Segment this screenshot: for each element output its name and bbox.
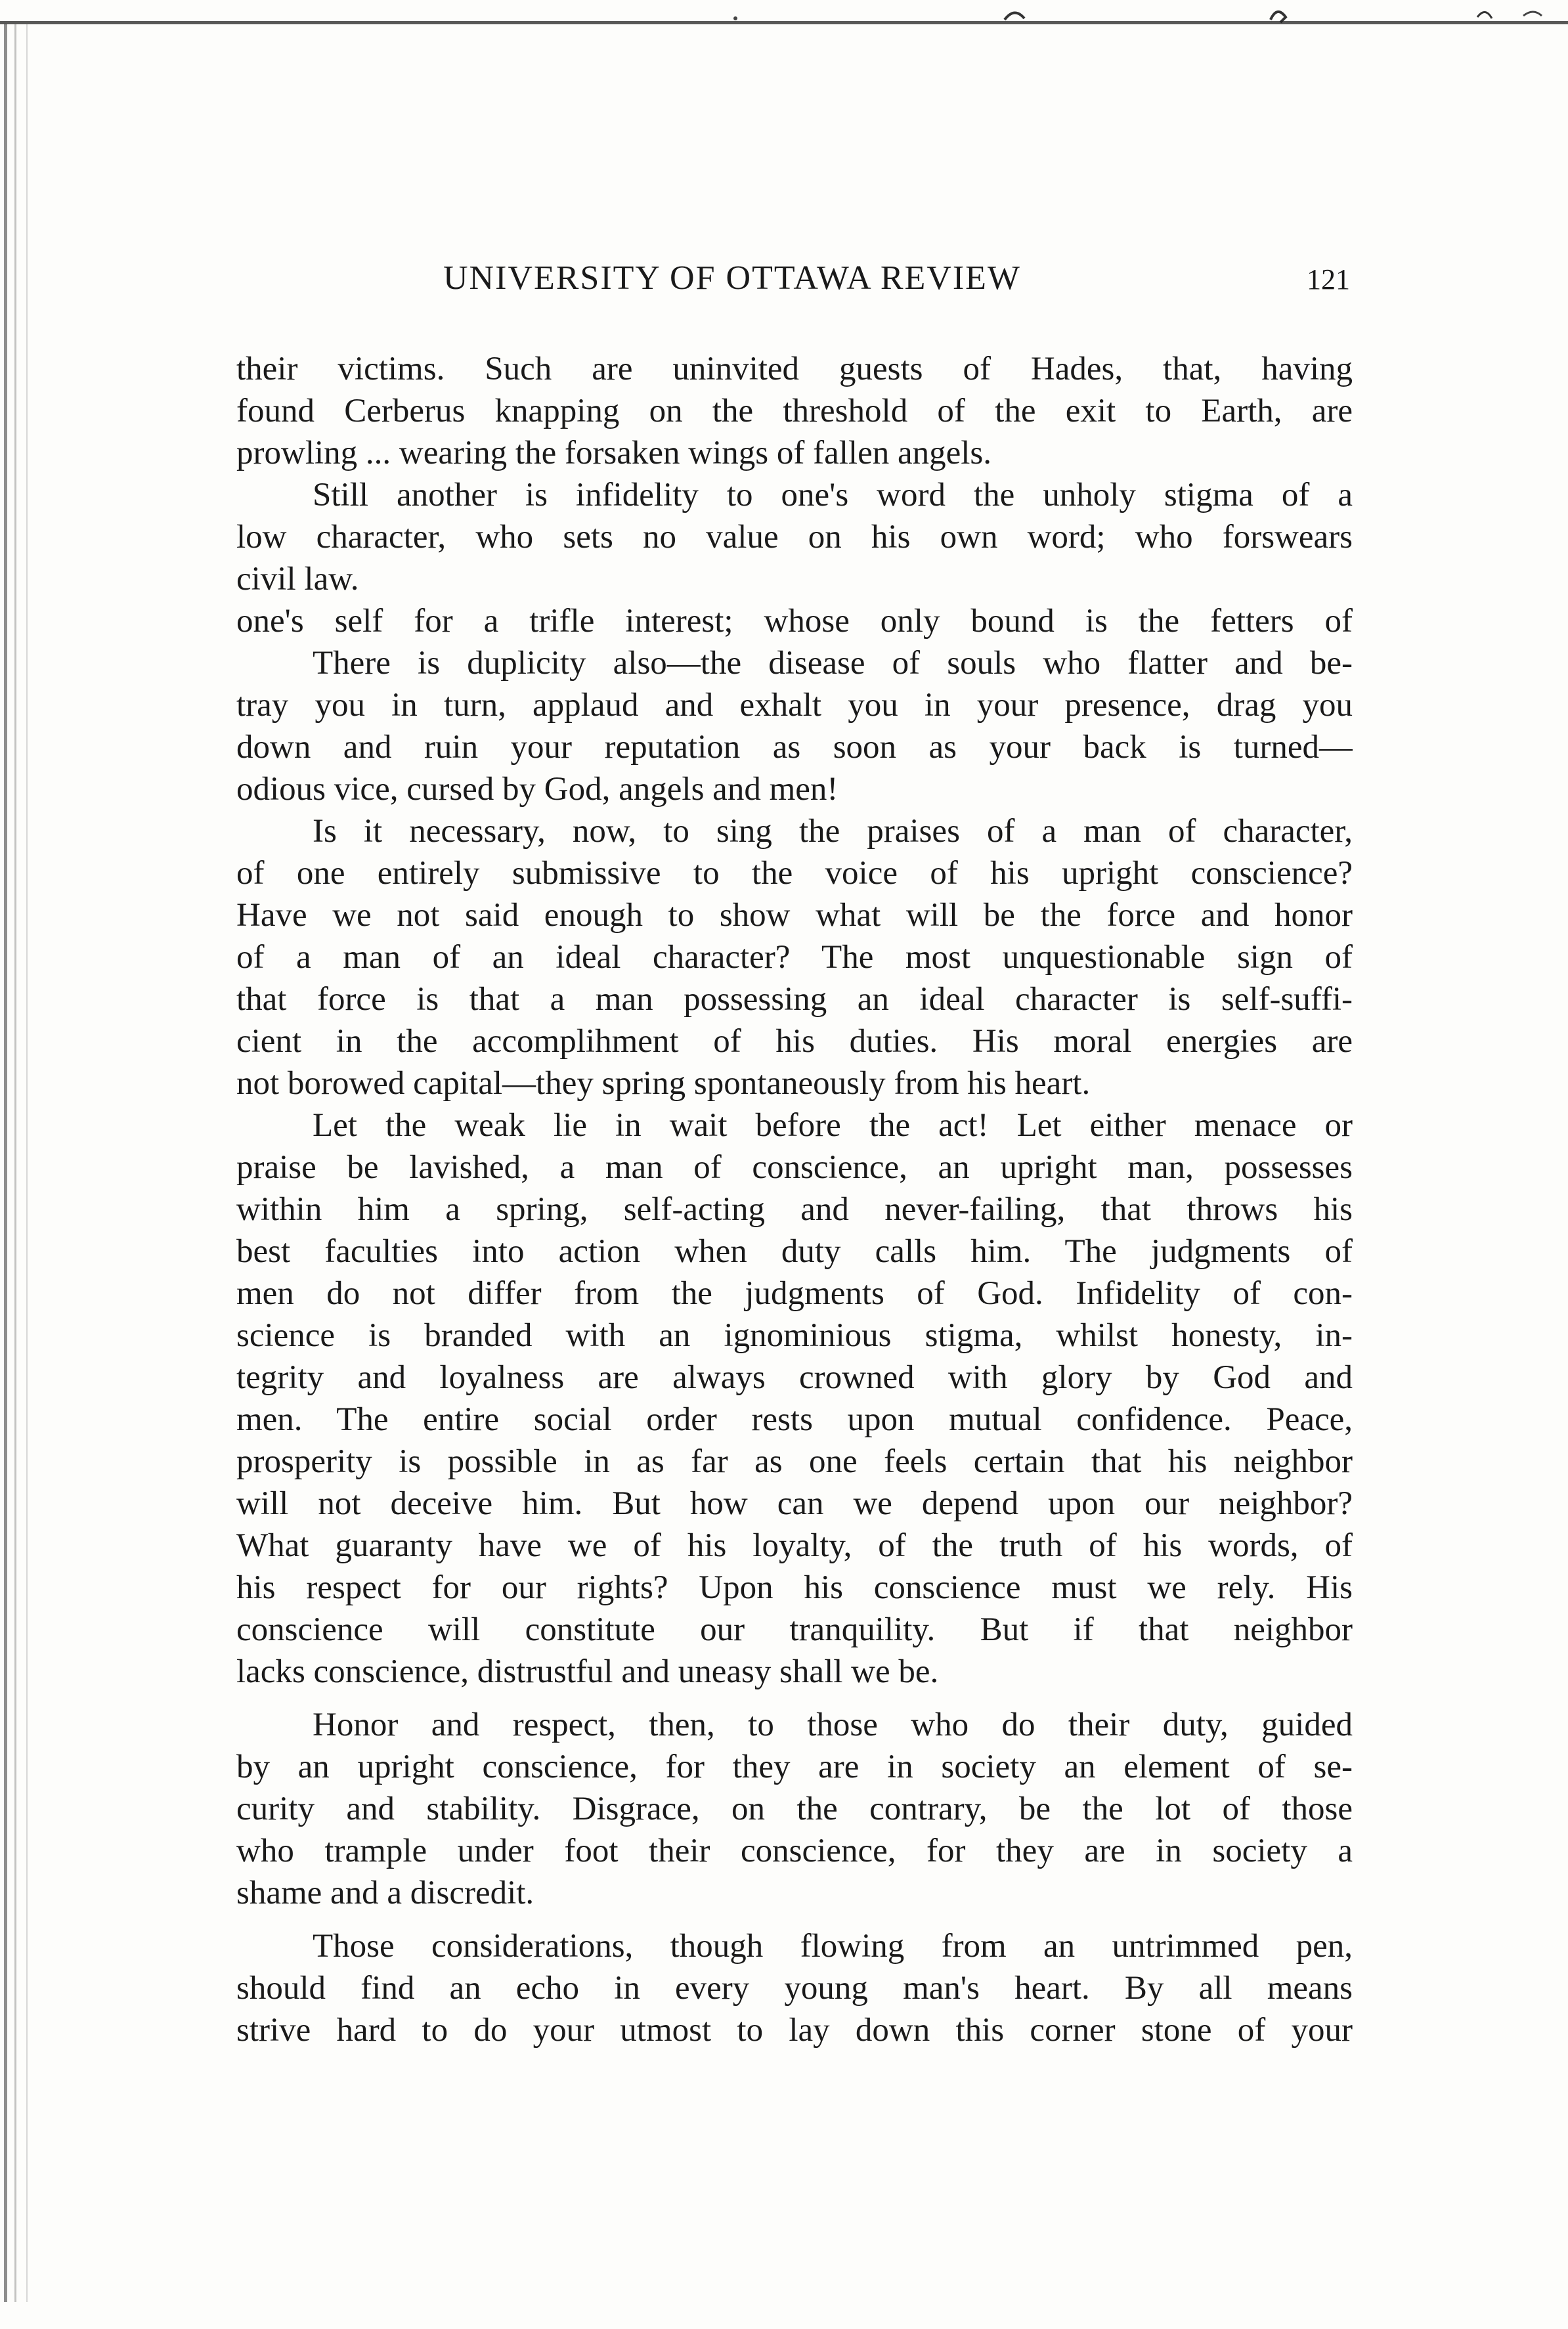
- text-line: Honor and respect, then, to those who do their duty, guided: [313, 1707, 1353, 1743]
- text-line: conscience will constitute our tranquility. But if that neighbor: [236, 1611, 1353, 1648]
- text-line: his respect for our rights? Upon his conscience must we rely. His: [236, 1569, 1353, 1606]
- text-line: civil law.: [236, 561, 359, 598]
- text-line: prowling ... wearing the forsaken wings of fallen angels.: [236, 435, 992, 471]
- body-text: [236, 348, 1353, 2051]
- text-line: one's self for a trifle interest; whose only bound is the fetters of: [236, 603, 1353, 640]
- text-line: best faculties into action when duty calls him. The judgments of: [236, 1233, 1353, 1270]
- text-line: by an upright conscience, for they are in society an element of se-: [236, 1749, 1353, 1785]
- text-line: praise be lavished, a man of conscience, an upright man, possesses: [236, 1149, 1353, 1186]
- text-line: curity and stability. Disgrace, on the contrary, be the lot of those: [236, 1791, 1353, 1827]
- text-line: men. The entire social order rests upon mutual confidence. Peace,: [236, 1401, 1353, 1438]
- text-line: of one entirely submissive to the voice of his upright conscience?: [236, 855, 1353, 892]
- text-line: not borowed capital—they spring spontaneously from his heart.: [236, 1065, 1091, 1102]
- text-line: Have we not said enough to show what will be the force and honor: [236, 897, 1353, 934]
- paragraph-gap: [236, 1693, 1353, 1704]
- text-line: What guaranty have we of his loyalty, of the truth of his words, of: [236, 1527, 1353, 1564]
- paragraph-gap: [236, 1914, 1353, 1925]
- text-line: that force is that a man possessing an ideal character is self-suffi-: [236, 981, 1353, 1018]
- text-line: who trample under foot their conscience, for they are in society a: [236, 1833, 1353, 1869]
- page-number: 121: [1307, 263, 1350, 295]
- text-line: tray you in turn, applaud and exhalt you in your presence, drag you: [236, 687, 1353, 724]
- text-line: Is it necessary, now, to sing the praises of a man of character,: [313, 813, 1353, 850]
- text-line: shame and a discredit.: [236, 1875, 534, 1911]
- text-line: down and ruin your reputation as soon as your back is turned—: [236, 729, 1353, 766]
- text-line: Those considerations, though flowing from an untrimmed pen,: [313, 1928, 1353, 1965]
- text-line: low character, who sets no value on his own word; who forswears: [236, 519, 1353, 555]
- page-header: [0, 251, 1568, 323]
- text-line: odious vice, cursed by God, angels and men!: [236, 771, 838, 808]
- text-line: strive hard to do your utmost to lay down this corner stone of your: [236, 2012, 1353, 2049]
- text-line: will not deceive him. But how can we depend upon our neighbor?: [236, 1485, 1353, 1522]
- text-line: should find an echo in every young man's heart. By all means: [236, 1970, 1353, 2007]
- text-line: science is branded with an ignominious stigma, whilst honesty, in-: [236, 1317, 1353, 1354]
- text-line: prosperity is possible in as far as one feels certain that his neighbor: [236, 1443, 1353, 1480]
- text-line: lacks conscience, distrustful and uneasy shall we be.: [236, 1653, 939, 1690]
- text-line: within him a spring, self-acting and never-failing, that throws his: [236, 1191, 1353, 1228]
- running-title: UNIVERSITY OF OTTAWA REVIEW: [443, 259, 1021, 297]
- text-line: men do not differ from the judgments of God. Infidelity of con-: [236, 1275, 1353, 1312]
- left-binding-edge: [0, 24, 53, 2302]
- top-edge-rule: [0, 21, 1568, 24]
- text-line: found Cerberus knapping on the threshold of the exit to Earth, are: [236, 393, 1353, 429]
- text-line: tegrity and loyalness are always crowned with glory by God and: [236, 1359, 1353, 1396]
- text-line: There is duplicity also—the disease of souls who flatter and be-: [313, 645, 1353, 682]
- text-line: their victims. Such are uninvited guests of Hades, that, having: [236, 351, 1353, 387]
- text-line: of a man of an ideal character? The most unquestionable sign of: [236, 939, 1353, 976]
- text-line: cient in the accomplihment of his duties. His moral energies are: [236, 1023, 1353, 1060]
- text-line: Still another is infidelity to one's word the unholy stigma of a: [313, 477, 1353, 513]
- text-line: Let the weak lie in wait before the act! Let either menace or: [313, 1107, 1353, 1144]
